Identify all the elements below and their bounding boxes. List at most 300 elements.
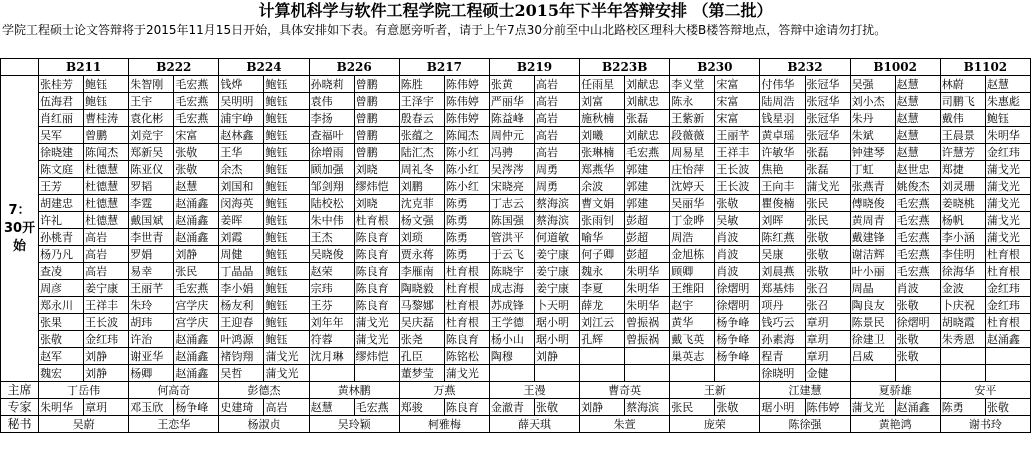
expert-name: 朱明华 — [39, 399, 84, 416]
student-name: 郑永川 — [39, 297, 84, 314]
student-name: 朱智刚 — [129, 76, 174, 93]
student-name: 杨文强 — [399, 212, 444, 229]
student-name: 杨卿 — [129, 365, 174, 382]
student-name: 吴哲 — [219, 365, 264, 382]
chair-name: 曹奇英 — [580, 382, 670, 399]
student-name: 王丽芊 — [129, 280, 174, 297]
room-header-B1102: B1102 — [940, 59, 1030, 76]
student-name: 赵宇 — [670, 297, 715, 314]
secretary-name: 黄艳鸿 — [850, 416, 940, 433]
student-name: 赵荣 — [309, 263, 354, 280]
advisor-name: 陈小红 — [444, 178, 489, 195]
advisor-name — [985, 365, 1030, 382]
student-name: 薛龙 — [580, 297, 625, 314]
student-name: 刘年年 — [309, 314, 354, 331]
advisor-name: 刘献忠 — [625, 127, 670, 144]
advisor-name: 杜育根 — [444, 297, 489, 314]
secretary-name: 薛天琪 — [489, 416, 579, 433]
advisor-name: 张敬 — [715, 195, 760, 212]
advisor-name: 徐熠明 — [715, 280, 760, 297]
advisor-name: 赵慧 — [174, 178, 219, 195]
schedule-row — [1, 144, 1031, 161]
student-name: 吕威 — [850, 348, 895, 365]
advisor-name: 肖波 — [715, 246, 760, 263]
advisor-name: 鲍钰 — [264, 297, 309, 314]
advisor-name: 陈闻杰 — [84, 144, 129, 161]
student-name: 符蓉 — [309, 331, 354, 348]
advisor-name: 琚小明 — [535, 331, 580, 348]
student-name: 冯骋 — [489, 144, 534, 161]
room-header-B217: B217 — [399, 59, 489, 76]
schedule-row — [1, 76, 1031, 93]
advisor-name: 郭建 — [625, 195, 670, 212]
advisor-name: 陈良育 — [354, 229, 399, 246]
advisor-name: 杜德慧 — [84, 161, 129, 178]
advisor-name: 杨争峰 — [715, 314, 760, 331]
advisor-name: 赵慧 — [895, 93, 940, 110]
student-name: 刘晨燕 — [760, 263, 805, 280]
advisor-name: 赵涌鑫 — [174, 365, 219, 382]
advisor-name: 刘献忠 — [625, 76, 670, 93]
schedule-row — [1, 297, 1031, 314]
advisor-name: 张民 — [805, 195, 850, 212]
student-name: 王芬 — [309, 297, 354, 314]
expert-name: 赵慧 — [309, 399, 354, 416]
secretary-name: 谢书玲 — [940, 416, 1030, 433]
student-name: 喻华 — [580, 229, 625, 246]
advisor-name: 赵世忠 — [895, 161, 940, 178]
advisor-name: 缪炜恺 — [354, 348, 399, 365]
advisor-name: 宋富 — [715, 110, 760, 127]
advisor-name: 曾振祸 — [625, 331, 670, 348]
student-name: 刘国和 — [219, 178, 264, 195]
expert-name: 刘静 — [580, 399, 625, 416]
student-name: 马黎娜 — [399, 297, 444, 314]
advisor-name: 金红玮 — [985, 280, 1030, 297]
student-name: 张雨钊 — [580, 212, 625, 229]
advisor-name: 陈小红 — [444, 144, 489, 161]
student-name: 任雨星 — [580, 76, 625, 93]
student-name: 孙桃青 — [39, 229, 84, 246]
advisor-name: 刘静 — [84, 365, 129, 382]
expert-name: 张敬 — [715, 399, 760, 416]
advisor-name: 王长波 — [84, 314, 129, 331]
student-name: 刘灵珊 — [940, 178, 985, 195]
student-name: 王芳 — [39, 178, 84, 195]
student-name: 叶鸿源 — [219, 331, 264, 348]
secretary-row — [1, 416, 1031, 433]
advisor-name: 金红玮 — [84, 331, 129, 348]
chair-name: 王新 — [670, 382, 760, 399]
chair-name: 江建慧 — [760, 382, 850, 399]
student-name: 吴康 — [760, 246, 805, 263]
student-name: 伍海君 — [39, 93, 84, 110]
advisor-name: 张冠华 — [805, 93, 850, 110]
student-name: 李小娟 — [219, 280, 264, 297]
student-name — [580, 365, 625, 382]
student-name: 焦艳 — [760, 161, 805, 178]
advisor-name: 鲍钰 — [264, 161, 309, 178]
student-name: 袁化彬 — [129, 110, 174, 127]
advisor-name: 宫学庆 — [174, 314, 219, 331]
schedule-row — [1, 195, 1031, 212]
advisor-name: 赵涌鑫 — [174, 229, 219, 246]
advisor-name: 高岩 — [84, 246, 129, 263]
expert-row — [1, 399, 1031, 416]
student-name: 浦宇峥 — [219, 110, 264, 127]
student-name — [940, 348, 985, 365]
advisor-name: 朱明华 — [625, 297, 670, 314]
advisor-name: 金红玮 — [985, 297, 1030, 314]
expert-name: 张敬 — [985, 399, 1030, 416]
student-name: 施秋楠 — [580, 110, 625, 127]
student-name: 钱巧云 — [760, 314, 805, 331]
student-name: 王紫新 — [670, 110, 715, 127]
student-name: 杨友利 — [219, 297, 264, 314]
student-name: 李小涵 — [940, 229, 985, 246]
student-name: 成志海 — [489, 280, 534, 297]
student-name: 管洪平 — [489, 229, 534, 246]
advisor-name: 曾鹏 — [354, 76, 399, 93]
advisor-name: 毛宏燕 — [895, 246, 940, 263]
secretary-name: 陈徐强 — [760, 416, 850, 433]
advisor-name: 肖波 — [895, 280, 940, 297]
advisor-name: 高岩 — [535, 93, 580, 110]
secretary-name: 杨淑贞 — [219, 416, 309, 433]
student-name: 陈晓宇 — [489, 263, 534, 280]
advisor-name: 杜育根 — [985, 246, 1030, 263]
advisor-name: 张敬 — [805, 229, 850, 246]
student-name: 徐晓建 — [39, 144, 84, 161]
student-name: 张桂芳 — [39, 76, 84, 93]
student-name: 吴丽华 — [670, 195, 715, 212]
schedule-row — [1, 246, 1031, 263]
advisor-name: 陈伟婷 — [444, 110, 489, 127]
student-name: 丁虹 — [850, 161, 895, 178]
advisor-name: 毛宏燕 — [895, 229, 940, 246]
advisor-name: 郭建 — [625, 161, 670, 178]
schedule-row — [1, 93, 1031, 110]
student-name: 张黄 — [489, 76, 534, 93]
student-name: 吴强 — [850, 76, 895, 93]
advisor-name: 鲍钰 — [264, 331, 309, 348]
student-name: 卜庆祝 — [940, 297, 985, 314]
schedule-row — [1, 127, 1031, 144]
student-name: 沈月琳 — [309, 348, 354, 365]
advisor-name: 赵慧 — [985, 76, 1030, 93]
room-header-B219: B219 — [489, 59, 579, 76]
student-name: 项丹 — [760, 297, 805, 314]
student-name: 戴飞英 — [670, 331, 715, 348]
advisor-name: 蔡海滨 — [535, 212, 580, 229]
student-name: 李夏 — [580, 280, 625, 297]
student-name: 程青 — [760, 348, 805, 365]
corner-cell — [1, 59, 39, 76]
expert-label: 专家 — [1, 399, 39, 416]
student-name: 周礼冬 — [399, 161, 444, 178]
advisor-name: 陈伟婷 — [444, 76, 489, 93]
advisor-name: 陈良育 — [354, 246, 399, 263]
student-name: 查凌 — [39, 263, 84, 280]
student-name: 刘鹏 — [399, 178, 444, 195]
advisor-name: 金健 — [805, 365, 850, 382]
advisor-name: 鲍钰 — [264, 280, 309, 297]
student-name: 王华 — [219, 144, 264, 161]
student-name: 何子卿 — [580, 246, 625, 263]
student-name: 许敏华 — [760, 144, 805, 161]
student-name: 陈亚仪 — [129, 161, 174, 178]
student-name: 王学德 — [489, 314, 534, 331]
student-name: 郑燕华 — [580, 161, 625, 178]
advisor-name: 张召 — [805, 280, 850, 297]
student-name: 张燕青 — [850, 178, 895, 195]
student-name: 黄卓瑶 — [760, 127, 805, 144]
student-name: 谢洁辉 — [850, 246, 895, 263]
student-name: 郑基炜 — [760, 280, 805, 297]
student-name: 黄华 — [670, 314, 715, 331]
expert-name: 赵涌鑫 — [895, 399, 940, 416]
student-name: 刘富 — [580, 93, 625, 110]
advisor-name: 曾鹏 — [354, 93, 399, 110]
student-name: 吴晓俊 — [309, 246, 354, 263]
student-name: 丁金晔 — [670, 212, 715, 229]
student-name: 许治 — [129, 331, 174, 348]
student-name: 戴建锋 — [850, 229, 895, 246]
advisor-name: 赵涌鑫 — [174, 331, 219, 348]
room-header-B224: B224 — [219, 59, 309, 76]
student-name: 王维阳 — [670, 280, 715, 297]
advisor-name: 刘晓 — [354, 195, 399, 212]
student-name: 刘曦 — [580, 127, 625, 144]
student-name — [670, 365, 715, 382]
advisor-name: 姜宁康 — [535, 263, 580, 280]
student-name: 孙晓莉 — [309, 76, 354, 93]
student-name: 沈克菲 — [399, 195, 444, 212]
chair-name: 何高奇 — [129, 382, 219, 399]
student-name: 苏成锋 — [489, 297, 534, 314]
schedule-row — [1, 331, 1031, 348]
advisor-name: 刘静 — [84, 348, 129, 365]
advisor-name: 陈勇 — [444, 212, 489, 229]
advisor-name: 杜育根 — [985, 314, 1030, 331]
advisor-name: 鲍钰 — [264, 229, 309, 246]
advisor-name: 陈勇 — [444, 246, 489, 263]
advisor-name: 缪炜恺 — [354, 178, 399, 195]
advisor-name: 周勇 — [535, 161, 580, 178]
advisor-name: 赵慧 — [895, 127, 940, 144]
advisor-name: 张敬 — [174, 144, 219, 161]
student-name: 林蔚 — [940, 76, 985, 93]
student-name: 刘小杰 — [850, 93, 895, 110]
advisor-name: 杜育根 — [985, 263, 1030, 280]
student-name: 刘琐 — [399, 229, 444, 246]
student-name: 余波 — [580, 178, 625, 195]
expert-name: 史建琦 — [219, 399, 264, 416]
advisor-name: 鲍钰 — [84, 93, 129, 110]
student-name: 胡晓霞 — [940, 314, 985, 331]
schedule-row — [1, 110, 1031, 127]
advisor-name: 张敬 — [895, 348, 940, 365]
advisor-name: 杜德慧 — [84, 178, 129, 195]
student-name: 周易星 — [670, 144, 715, 161]
advisor-name: 朱明华 — [625, 263, 670, 280]
student-name: 段薇薇 — [670, 127, 715, 144]
student-name: 孔臣 — [399, 348, 444, 365]
expert-name: 章玥 — [84, 399, 129, 416]
schedule-row — [1, 348, 1031, 365]
student-name: 闵海英 — [219, 195, 264, 212]
student-name: 刘晖 — [760, 212, 805, 229]
student-name: 吴军 — [39, 127, 84, 144]
expert-name: 陈勇 — [940, 399, 985, 416]
advisor-name: 陈勇 — [444, 195, 489, 212]
advisor-name: 章玥 — [805, 348, 850, 365]
student-name: 周仲元 — [489, 127, 534, 144]
student-name: 张尧 — [399, 331, 444, 348]
student-name: 陆校松 — [309, 195, 354, 212]
advisor-name: 鲍钰 — [985, 110, 1030, 127]
advisor-name: 高岩 — [84, 229, 129, 246]
student-name: 周健 — [219, 246, 264, 263]
student-name: 李佳明 — [940, 246, 985, 263]
advisor-name: 赵涌鑫 — [174, 195, 219, 212]
student-name: 许礼 — [39, 212, 84, 229]
student-name: 陶穆 — [489, 348, 534, 365]
advisor-name: 杜德慧 — [84, 212, 129, 229]
advisor-name: 章玥 — [805, 331, 850, 348]
advisor-name: 鲍钰 — [264, 93, 309, 110]
student-name: 朱中伟 — [309, 212, 354, 229]
secretary-name: 朱萱 — [580, 416, 670, 433]
advisor-name: 鲍钰 — [264, 110, 309, 127]
student-name: 胡玮 — [129, 314, 174, 331]
advisor-name — [625, 348, 670, 365]
student-name: 周浩 — [670, 229, 715, 246]
student-name: 胡建忠 — [39, 195, 84, 212]
student-name: 余杰 — [219, 161, 264, 178]
student-name: 丁志云 — [489, 195, 534, 212]
student-name: 叶小丽 — [850, 263, 895, 280]
advisor-name: 杨争峰 — [715, 331, 760, 348]
advisor-name: 肖波 — [715, 229, 760, 246]
student-name: 于云飞 — [489, 246, 534, 263]
advisor-name: 曾鹏 — [354, 127, 399, 144]
advisor-name: 姜宁康 — [535, 246, 580, 263]
advisor-name: 宋富 — [174, 127, 219, 144]
student-name — [489, 365, 534, 382]
advisor-name: 张敬 — [174, 161, 219, 178]
advisor-name: 鲍钰 — [264, 263, 309, 280]
advisor-name: 杜德慧 — [84, 195, 129, 212]
advisor-name: 张敬 — [805, 263, 850, 280]
advisor-name: 陈良育 — [354, 297, 399, 314]
student-name: 罗韬 — [129, 178, 174, 195]
advisor-name: 张召 — [805, 297, 850, 314]
advisor-name: 彭超 — [625, 246, 670, 263]
student-name — [580, 348, 625, 365]
student-name: 陈景民 — [850, 314, 895, 331]
advisor-name: 陈良育 — [354, 263, 399, 280]
advisor-name: 陈闻杰 — [444, 127, 489, 144]
schedule-table — [0, 58, 1031, 433]
advisor-name: 鲍钰 — [84, 76, 129, 93]
student-name: 钟建琴 — [850, 144, 895, 161]
student-name: 孙素海 — [760, 331, 805, 348]
advisor-name: 蒲戈光 — [985, 161, 1030, 178]
student-name: 查福叶 — [309, 127, 354, 144]
student-name: 朱玲 — [129, 297, 174, 314]
student-name: 董梦莹 — [399, 365, 444, 382]
student-name: 王杰 — [309, 229, 354, 246]
student-name: 魏永 — [580, 263, 625, 280]
student-name — [850, 365, 895, 382]
student-name: 沈婷天 — [670, 178, 715, 195]
start-time-label: 7：30开始 — [1, 76, 39, 382]
student-name: 陶良友 — [850, 297, 895, 314]
expert-name: 蔡海滨 — [625, 399, 670, 416]
advisor-name: 毛宏燕 — [174, 93, 219, 110]
advisor-name: 姚俊杰 — [895, 178, 940, 195]
chair-label: 主席 — [1, 382, 39, 399]
expert-name: 杨争峰 — [174, 399, 219, 416]
room-header-B232: B232 — [760, 59, 850, 76]
secretary-name: 吴玲颖 — [309, 416, 399, 433]
advisor-name: 王祥丰 — [84, 297, 129, 314]
advisor-name: 蒲戈光 — [444, 365, 489, 382]
student-name: 谢亚华 — [129, 348, 174, 365]
advisor-name: 曾鹏 — [354, 110, 399, 127]
student-name: 李雁南 — [399, 263, 444, 280]
chair-name: 黄林鹏 — [309, 382, 399, 399]
advisor-name: 刘静 — [174, 246, 219, 263]
chair-name: 丁岳伟 — [39, 382, 129, 399]
schedule-row — [1, 161, 1031, 178]
student-name: 司鹏飞 — [940, 93, 985, 110]
advisor-name: 杜育根 — [444, 280, 489, 297]
advisor-name: 张敬 — [895, 331, 940, 348]
expert-name: 陈良育 — [444, 399, 489, 416]
student-name: 李世青 — [129, 229, 174, 246]
student-name: 吴涔涔 — [489, 161, 534, 178]
advisor-name: 张敬 — [805, 246, 850, 263]
student-name: 姜晓桃 — [940, 195, 985, 212]
student-name: 黄周青 — [850, 212, 895, 229]
student-name — [309, 365, 354, 382]
secretary-name: 吴蔚 — [39, 416, 129, 433]
advisor-name: 高岩 — [535, 76, 580, 93]
student-name: 巢英志 — [670, 348, 715, 365]
advisor-name: 鲍钰 — [264, 178, 309, 195]
advisor-name: 刘献忠 — [625, 93, 670, 110]
advisor-name: 陈小红 — [444, 161, 489, 178]
student-name: 徐增雨 — [309, 144, 354, 161]
student-name: 郑新吴 — [129, 144, 174, 161]
advisor-name: 彭超 — [625, 212, 670, 229]
student-name: 张敬 — [39, 331, 84, 348]
advisor-name: 毛宏燕 — [174, 280, 219, 297]
secretary-name: 王恋华 — [129, 416, 219, 433]
advisor-name: 徐熠明 — [715, 297, 760, 314]
advisor-name: 赵涌鑫 — [174, 348, 219, 365]
advisor-name: 王丽芊 — [715, 127, 760, 144]
advisor-name: 姜宁康 — [84, 280, 129, 297]
student-name: 殷春云 — [399, 110, 444, 127]
expert-name: 金澈青 — [489, 399, 534, 416]
student-name: 褚钧翔 — [219, 348, 264, 365]
advisor-name: 吴敏 — [715, 212, 760, 229]
advisor-name: 赵慧 — [895, 76, 940, 93]
student-name: 王晨景 — [940, 127, 985, 144]
